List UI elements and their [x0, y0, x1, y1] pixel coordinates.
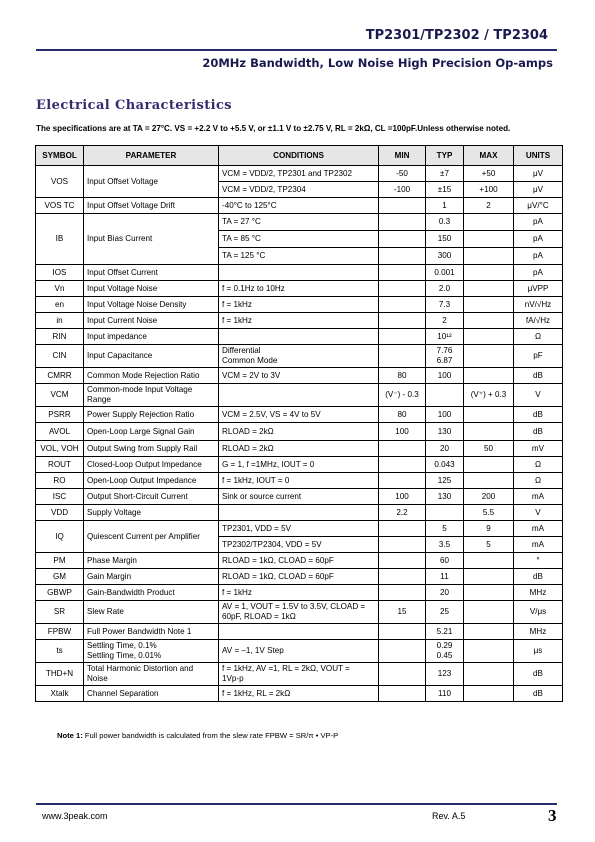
min-cell: 2.2 — [379, 505, 426, 521]
max-cell — [464, 624, 514, 640]
table-row — [36, 686, 563, 702]
min-cell — [379, 521, 426, 537]
symbol-cell: IQ — [36, 521, 84, 553]
max-cell — [464, 569, 514, 585]
max-cell — [464, 423, 514, 441]
typ-cell: 300 — [426, 248, 464, 265]
typ-cell: 20 — [426, 441, 464, 457]
min-cell — [379, 265, 426, 281]
parameter-cell: Phase Margin — [84, 553, 219, 569]
table-row — [36, 281, 563, 297]
parameter-cell: Open-Loop Large Signal Gain — [84, 423, 219, 441]
parameter-cell: Input Offset Current — [84, 265, 219, 281]
max-cell — [464, 281, 514, 297]
page-number: 3 — [548, 806, 557, 825]
typ-cell: 130 — [426, 423, 464, 441]
symbol-cell: AVOL — [36, 423, 84, 441]
table-row — [36, 601, 563, 624]
typ-cell: 3.5 — [426, 537, 464, 553]
typ-cell: 20 — [426, 585, 464, 601]
footer-rule — [36, 803, 557, 805]
symbol-cell: VOS TC — [36, 198, 84, 214]
units-cell: V/μs — [514, 601, 563, 624]
parameter-cell: Common Mode Rejection Ratio — [84, 368, 219, 384]
electrical-characteristics-table — [35, 145, 563, 702]
units-cell: pA — [514, 231, 563, 248]
parameter-cell: Power Supply Rejection Ratio — [84, 407, 219, 423]
min-cell — [379, 473, 426, 489]
typ-cell: 0.29 0.45 — [426, 640, 464, 663]
max-cell — [464, 585, 514, 601]
table-row — [36, 368, 563, 384]
symbol-cell: GBWP — [36, 585, 84, 601]
conditions-cell — [219, 265, 379, 281]
parameter-cell: Input Voltage Noise — [84, 281, 219, 297]
conditions-cell: f = 1kHz, RL = 2kΩ — [219, 686, 379, 702]
table-row — [36, 329, 563, 345]
typ-cell: 7.76 6.87 — [426, 345, 464, 368]
typ-cell: 150 — [426, 231, 464, 248]
parameter-cell: Input Offset Voltage — [84, 166, 219, 198]
units-cell: Ω — [514, 457, 563, 473]
table-row — [36, 553, 563, 569]
typ-cell: 110 — [426, 686, 464, 702]
column-header: SYMBOL — [36, 146, 84, 166]
table-row — [36, 198, 563, 214]
conditions-cell — [219, 505, 379, 521]
min-cell — [379, 585, 426, 601]
conditions-cell: TA = 125 °C — [219, 248, 379, 265]
table-row — [36, 457, 563, 473]
conditions-cell: VCM = VDD/2, TP2301 and TP2302 — [219, 166, 379, 182]
min-cell — [379, 297, 426, 313]
conditions-cell — [219, 384, 379, 407]
parameter-cell: Settling Time, 0.1% Settling Time, 0.01% — [84, 640, 219, 663]
table-row — [36, 585, 563, 601]
table-row — [36, 505, 563, 521]
units-cell: nV/√Hz — [514, 297, 563, 313]
symbol-cell: Xtalk — [36, 686, 84, 702]
header-rule — [36, 49, 557, 51]
min-cell — [379, 214, 426, 231]
typ-cell: 100 — [426, 407, 464, 423]
typ-cell: 0.001 — [426, 265, 464, 281]
conditions-cell: VCM = 2.5V, VS = 4V to 5V — [219, 407, 379, 423]
max-cell: 200 — [464, 489, 514, 505]
parameter-cell: Quiescent Current per Amplifier — [84, 521, 219, 553]
conditions-cell: VCM = 2V to 3V — [219, 368, 379, 384]
conditions-cell: Differential Common Mode — [219, 345, 379, 368]
symbol-cell: ISC — [36, 489, 84, 505]
units-cell: pA — [514, 265, 563, 281]
spec-conditions-note: The specifications are at TA = 27°C. VS = +2.2 V to +5.5 V, or ±1.1 V to ±2.75 V, RL = 2kΩ, CL =100pF.Unless otherwise noted. — [36, 124, 511, 133]
min-cell — [379, 198, 426, 214]
symbol-cell: VCM — [36, 384, 84, 407]
min-cell — [379, 640, 426, 663]
min-cell: (V⁻) - 0.3 — [379, 384, 426, 407]
max-cell — [464, 345, 514, 368]
units-cell: μVPP — [514, 281, 563, 297]
conditions-cell: RLOAD = 1kΩ, CLOAD = 60pF — [219, 553, 379, 569]
conditions-cell: TA = 85 °C — [219, 231, 379, 248]
column-header: CONDITIONS — [219, 146, 379, 166]
max-cell — [464, 313, 514, 329]
parameter-cell: Gain-Bandwidth Product — [84, 585, 219, 601]
symbol-cell: en — [36, 297, 84, 313]
conditions-cell: AV = 1, VOUT = 1.5V to 3.5V, CLOAD = 60pF, RLOAD = 1kΩ — [219, 601, 379, 624]
conditions-cell: RLOAD = 2kΩ — [219, 423, 379, 441]
table-row — [36, 441, 563, 457]
symbol-cell: VOL, VOH — [36, 441, 84, 457]
table-row — [36, 569, 563, 585]
units-cell: μV/°C — [514, 198, 563, 214]
parameter-cell: Common-mode Input Voltage Range — [84, 384, 219, 407]
column-header: MIN — [379, 146, 426, 166]
units-cell: Ω — [514, 329, 563, 345]
units-cell: Ω — [514, 473, 563, 489]
min-cell: 100 — [379, 489, 426, 505]
table-row — [36, 384, 563, 407]
min-cell: 15 — [379, 601, 426, 624]
parameter-cell: Channel Separation — [84, 686, 219, 702]
typ-cell: 2 — [426, 313, 464, 329]
conditions-cell: TP2302/TP2304, VDD = 5V — [219, 537, 379, 553]
symbol-cell: PM — [36, 553, 84, 569]
symbol-cell: CMRR — [36, 368, 84, 384]
units-cell: μV — [514, 182, 563, 198]
units-cell: MHz — [514, 585, 563, 601]
conditions-cell: Sink or source current — [219, 489, 379, 505]
typ-cell: 60 — [426, 553, 464, 569]
section-title: Electrical Characteristics — [36, 98, 232, 113]
conditions-cell: AV = –1, 1V Step — [219, 640, 379, 663]
units-cell: V — [514, 505, 563, 521]
max-cell: 5 — [464, 537, 514, 553]
conditions-cell — [219, 329, 379, 345]
min-cell — [379, 248, 426, 265]
units-cell: pA — [514, 214, 563, 231]
parameter-cell: Input Current Noise — [84, 313, 219, 329]
min-cell — [379, 553, 426, 569]
document-subtitle: 20MHz Bandwidth, Low Noise High Precision Op-amps — [202, 56, 553, 70]
units-cell: μs — [514, 640, 563, 663]
symbol-cell: FPBW — [36, 624, 84, 640]
typ-cell: 5.21 — [426, 624, 464, 640]
max-cell — [464, 248, 514, 265]
table-row — [36, 166, 563, 182]
max-cell: 50 — [464, 441, 514, 457]
typ-cell: 5 — [426, 521, 464, 537]
parameter-cell: Slew Rate — [84, 601, 219, 624]
conditions-cell: f = 1kHz — [219, 297, 379, 313]
min-cell: -100 — [379, 182, 426, 198]
min-cell: 100 — [379, 423, 426, 441]
symbol-cell: VDD — [36, 505, 84, 521]
typ-cell: 0.3 — [426, 214, 464, 231]
typ-cell: 25 — [426, 601, 464, 624]
typ-cell: 10¹² — [426, 329, 464, 345]
max-cell — [464, 473, 514, 489]
table-header-row — [36, 146, 563, 166]
min-cell — [379, 624, 426, 640]
max-cell — [464, 265, 514, 281]
units-cell: fA/√Hz — [514, 313, 563, 329]
parameter-cell: Closed-Loop Output Impedance — [84, 457, 219, 473]
table-row — [36, 521, 563, 537]
table-row — [36, 297, 563, 313]
units-cell: mA — [514, 537, 563, 553]
symbol-cell: ROUT — [36, 457, 84, 473]
symbol-cell: CIN — [36, 345, 84, 368]
table-row — [36, 214, 563, 231]
conditions-cell: f = 0.1Hz to 10Hz — [219, 281, 379, 297]
conditions-cell: TP2301, VDD = 5V — [219, 521, 379, 537]
min-cell — [379, 663, 426, 686]
units-cell: dB — [514, 569, 563, 585]
units-cell: μV — [514, 166, 563, 182]
conditions-cell: f = 1kHz, IOUT = 0 — [219, 473, 379, 489]
parameter-cell: Input impedance — [84, 329, 219, 345]
symbol-cell: VOS — [36, 166, 84, 198]
min-cell: 80 — [379, 407, 426, 423]
symbol-cell: GM — [36, 569, 84, 585]
table-row — [36, 265, 563, 281]
units-cell: dB — [514, 368, 563, 384]
table-row — [36, 489, 563, 505]
min-cell: 80 — [379, 368, 426, 384]
table-row — [36, 423, 563, 441]
units-cell: dB — [514, 663, 563, 686]
max-cell — [464, 368, 514, 384]
conditions-cell: f = 1kHz — [219, 313, 379, 329]
min-cell — [379, 569, 426, 585]
max-cell: +100 — [464, 182, 514, 198]
min-cell — [379, 537, 426, 553]
min-cell — [379, 313, 426, 329]
table-row — [36, 313, 563, 329]
max-cell — [464, 553, 514, 569]
max-cell — [464, 214, 514, 231]
max-cell — [464, 640, 514, 663]
parameter-cell: Output Short-Circuit Current — [84, 489, 219, 505]
parameter-cell: Full Power Bandwidth Note 1 — [84, 624, 219, 640]
units-cell: mA — [514, 489, 563, 505]
max-cell: +50 — [464, 166, 514, 182]
typ-cell: 123 — [426, 663, 464, 686]
min-cell — [379, 686, 426, 702]
max-cell — [464, 231, 514, 248]
column-header: PARAMETER — [84, 146, 219, 166]
column-header: UNITS — [514, 146, 563, 166]
typ-cell: 1 — [426, 198, 464, 214]
units-cell: pF — [514, 345, 563, 368]
min-cell — [379, 281, 426, 297]
max-cell: 9 — [464, 521, 514, 537]
parameter-cell: Input Voltage Noise Density — [84, 297, 219, 313]
typ-cell: ±7 — [426, 166, 464, 182]
typ-cell: ±15 — [426, 182, 464, 198]
units-cell: pA — [514, 248, 563, 265]
parameter-cell: Gain Margin — [84, 569, 219, 585]
max-cell — [464, 297, 514, 313]
table-row — [36, 624, 563, 640]
column-header: MAX — [464, 146, 514, 166]
max-cell: 5.5 — [464, 505, 514, 521]
typ-cell: 11 — [426, 569, 464, 585]
units-cell: dB — [514, 407, 563, 423]
max-cell: (V⁺) + 0.3 — [464, 384, 514, 407]
symbol-cell: in — [36, 313, 84, 329]
parameter-cell: Supply Voltage — [84, 505, 219, 521]
max-cell — [464, 686, 514, 702]
typ-cell: 125 — [426, 473, 464, 489]
units-cell: dB — [514, 686, 563, 702]
parameter-cell: Open-Loop Output Impedance — [84, 473, 219, 489]
symbol-cell: Vn — [36, 281, 84, 297]
max-cell: 2 — [464, 198, 514, 214]
parameter-cell: Total Harmonic Distortion and Noise — [84, 663, 219, 686]
symbol-cell: IB — [36, 214, 84, 265]
parameter-cell: Input Capacitance — [84, 345, 219, 368]
symbol-cell: RIN — [36, 329, 84, 345]
min-cell — [379, 441, 426, 457]
units-cell: mV — [514, 441, 563, 457]
table-row — [36, 473, 563, 489]
parameter-cell: Input Offset Voltage Drift — [84, 198, 219, 214]
min-cell — [379, 231, 426, 248]
units-cell: ° — [514, 553, 563, 569]
min-cell: -50 — [379, 166, 426, 182]
conditions-cell: RLOAD = 1kΩ, CLOAD = 60pF — [219, 569, 379, 585]
min-cell — [379, 457, 426, 473]
min-cell — [379, 329, 426, 345]
typ-cell: 2.0 — [426, 281, 464, 297]
conditions-cell — [219, 624, 379, 640]
typ-cell — [426, 505, 464, 521]
units-cell: MHz — [514, 624, 563, 640]
conditions-cell: G = 1, f =1MHz, IOUT = 0 — [219, 457, 379, 473]
table-row — [36, 640, 563, 663]
symbol-cell: SR — [36, 601, 84, 624]
max-cell — [464, 457, 514, 473]
typ-cell — [426, 384, 464, 407]
table-row — [36, 345, 563, 368]
units-cell: dB — [514, 423, 563, 441]
conditions-cell: VCM = VDD/2, TP2304 — [219, 182, 379, 198]
conditions-cell: TA = 27 °C — [219, 214, 379, 231]
symbol-cell: RO — [36, 473, 84, 489]
footnote-text: Full power bandwidth is calculated from the slew rate FPBW = SR/π • VP-P — [84, 731, 339, 740]
max-cell — [464, 329, 514, 345]
units-cell: mA — [514, 521, 563, 537]
symbol-cell: THD+N — [36, 663, 84, 686]
symbol-cell: IOS — [36, 265, 84, 281]
parameter-cell: Input Bias Current — [84, 214, 219, 265]
conditions-cell: f = 1kHz, AV =1, RL = 2kΩ, VOUT = 1Vp-p — [219, 663, 379, 686]
conditions-cell: f = 1kHz — [219, 585, 379, 601]
symbol-cell: PSRR — [36, 407, 84, 423]
document-title: TP2301/TP2302 / TP2304 — [365, 28, 548, 43]
max-cell — [464, 601, 514, 624]
footer-website: www.3peak.com — [42, 811, 108, 821]
table-row — [36, 663, 563, 686]
max-cell — [464, 407, 514, 423]
footnote — [57, 731, 338, 740]
parameter-cell: Output Swing from Supply Rail — [84, 441, 219, 457]
typ-cell: 130 — [426, 489, 464, 505]
conditions-cell: -40°C to 125°C — [219, 198, 379, 214]
typ-cell: 100 — [426, 368, 464, 384]
typ-cell: 7.3 — [426, 297, 464, 313]
typ-cell: 0.043 — [426, 457, 464, 473]
footnote-label: Note 1: — [57, 731, 83, 740]
column-header: TYP — [426, 146, 464, 166]
units-cell: V — [514, 384, 563, 407]
max-cell — [464, 663, 514, 686]
symbol-cell: ts — [36, 640, 84, 663]
footer-revision: Rev. A.5 — [432, 811, 466, 821]
conditions-cell: RLOAD = 2kΩ — [219, 441, 379, 457]
min-cell — [379, 345, 426, 368]
table-row — [36, 407, 563, 423]
